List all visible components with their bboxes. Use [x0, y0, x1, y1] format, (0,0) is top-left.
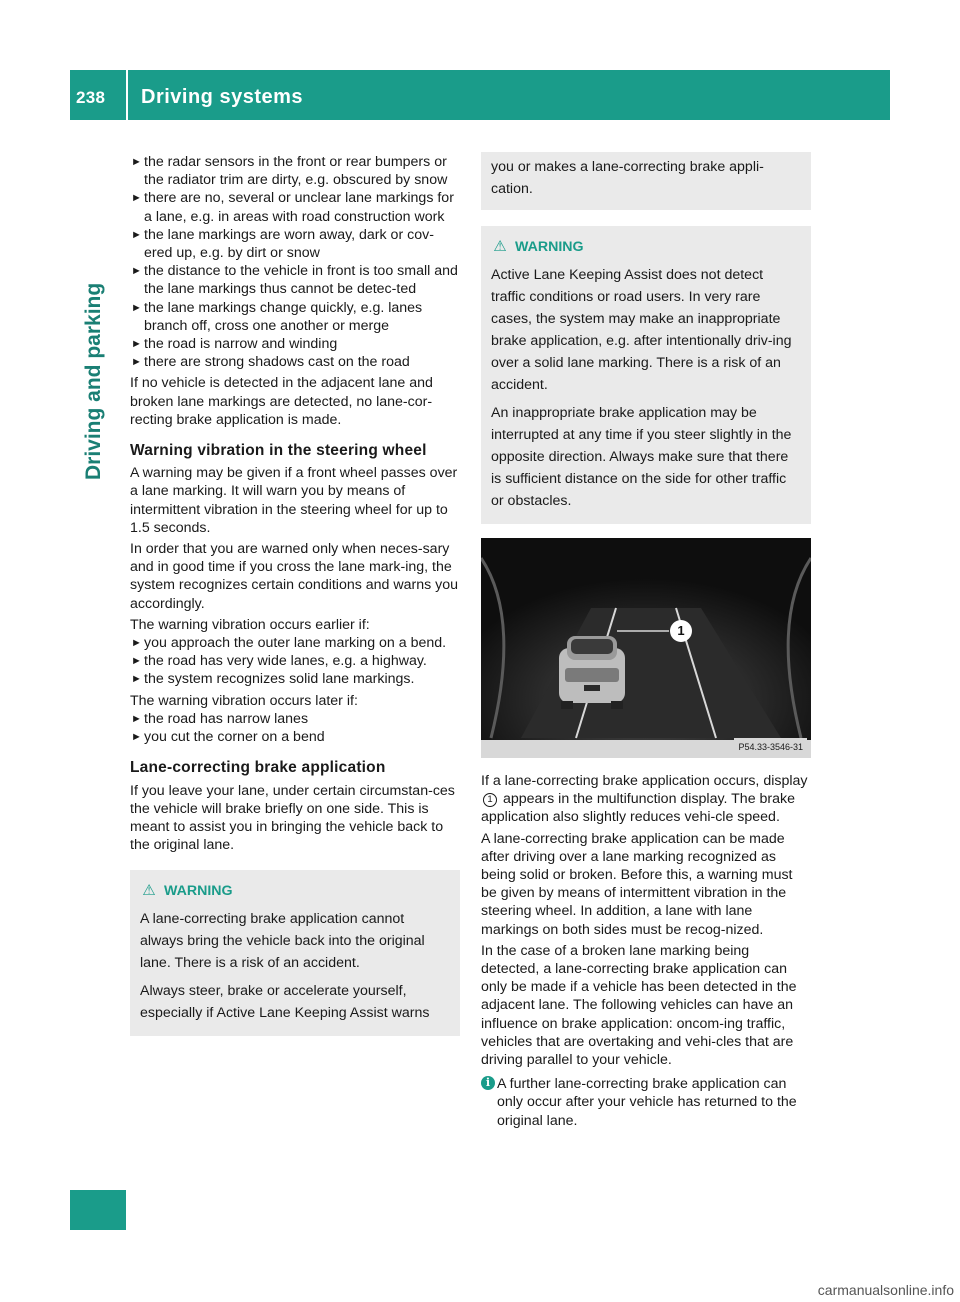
list-item: ► the lane markings are worn away, dark or cov-ered up, e.g. by dirt or snow [131, 226, 434, 262]
warning-box-right [481, 226, 811, 524]
list-item: ► you approach the outer lane marking on a bend. [131, 635, 447, 652]
callout-ref-icon: 1 [483, 793, 497, 807]
bullet-icon: ► [131, 356, 142, 369]
list-item: ► the radar sensors in the front or rear bumpers or the radiator trim are dirty, e.g. obscured by snow [131, 154, 448, 189]
info-icon: i [481, 1076, 495, 1090]
bullet-icon: ► [131, 228, 142, 241]
bullet-list-later [130, 710, 460, 746]
header-divider [126, 70, 128, 120]
list-item: ► there are no, several or unclear lane markings for a lane, e.g. in areas with road construction work [131, 190, 454, 225]
bullet-icon: ► [131, 156, 142, 168]
paragraph-broken-marking: In the case of a broken lane marking being detected, a lane-correcting brake application can only be made if a vehicle has been detected in the adjacent lane. The following vehicles can have an influence on brake application: oncom-ing traffic, vehicles that are overtaking and vehi-cles that are driving parallel to your vehicle. [481, 942, 797, 1069]
bullet-icon: ► [131, 192, 142, 205]
warning-box-left [130, 870, 460, 1036]
warning-text-1: A lane-correcting brake application cannot always bring the vehicle back into the original lane. There is a risk of an accident. [140, 911, 425, 972]
heading-warning-vibration: Warning vibration in the steering wheel [130, 442, 427, 460]
paragraph-occurs: If a lane-correcting brake application occurs, display 1 appears in the multifunction display. The brake application also slightly reduces vehi-cle speed. [481, 773, 808, 826]
warning-text-2: Always steer, brake or accelerate yourself, especially if Active Lane Keeping Assist warns [140, 983, 430, 1022]
bullet-icon: ► [131, 265, 142, 278]
list-item: ► the road is narrow and winding [131, 336, 338, 353]
warning-triangle-icon: ⚠ [142, 882, 156, 900]
heading-lane-correcting: Lane-correcting brake application [130, 759, 386, 777]
list-item: ► you cut the corner on a bend [131, 729, 325, 746]
bullet-icon: ► [131, 637, 142, 650]
bullet-list-conditions [130, 153, 460, 371]
list-item: ► the road has very wide lanes, e.g. a highway. [131, 653, 427, 670]
list-item: ► the road has narrow lanes [131, 710, 309, 727]
instrument-cluster-figure [481, 538, 811, 758]
bullet-list-earlier [130, 634, 460, 689]
later-intro: The warning vibration occurs later if: [130, 692, 358, 709]
figure-callout-label: 1 [677, 623, 685, 638]
bullet-icon: ► [131, 673, 142, 686]
info-note: i A further lane-correcting brake application can only occur after your vehicle has returned to the original lane. [481, 1075, 811, 1130]
list-item: ► the lane markings change quickly, e.g. lanes branch off, cross one another or merge [131, 299, 423, 334]
paragraph-vibration-2: In order that you are warned only when neces-sary and in good time if you cross the lane mark-ing, the system recognizes certain conditions and warns you accordingly. [130, 541, 459, 612]
warning-box-continued [481, 152, 811, 210]
warning-title: ⚠ WARNING [491, 236, 801, 258]
right-column [481, 152, 811, 1130]
cluster-display-illustration [481, 538, 811, 740]
bullet-icon: ► [131, 655, 142, 668]
bullet-icon: ► [131, 712, 142, 725]
warning-text-2: An inappropriate brake application may be interrupted at any time if you steer slightly in the opposite direction. Always make sure that there is sufficient distance on the side for other traffic or obstacles. [491, 405, 792, 509]
warning-continued-text: you or makes a lane-correcting brake appli-cation. [491, 159, 764, 197]
car-rear-icon [559, 636, 625, 709]
warning-triangle-icon: ⚠ [493, 238, 507, 255]
list-item: ► there are strong shadows cast on the road [131, 354, 410, 371]
bullet-icon: ► [131, 338, 142, 351]
side-tab-marker [70, 1190, 126, 1230]
paragraph-vibration-1: A warning may be given if a front wheel passes over a lane marking. It will warn you by means of intermittent vibration in the steering wheel for up to 1.5 seconds. [130, 465, 458, 536]
watermark: carmanualsonline.info [817, 1282, 954, 1298]
paragraph-made-after: A lane-correcting brake application can be made after driving over a lane marking recognized as being solid or broken. Before this, a warning must be given by means of intermittent vibration in the steering wheel. In addition, a lane with lane markings on both sides must be recog-nized. [481, 830, 793, 938]
bullet-icon: ► [131, 301, 142, 314]
left-column [130, 153, 460, 1036]
bullet-icon: ► [131, 731, 142, 744]
side-chapter-label: Driving and parking [82, 282, 105, 480]
earlier-intro: The warning vibration occurs earlier if: [130, 616, 370, 633]
warning-text-1: Active Lane Keeping Assist does not detect traffic conditions or road users. In very rare cases, the system may make an inappropriate brake application, e.g. after intentionally driv-ing over a solid lane marking. There is a risk of an accident. [491, 267, 792, 393]
list-item: ► the distance to the vehicle in front is too small and the lane markings thus cannot be detec-ted [131, 263, 458, 298]
page-number: 238 [76, 88, 106, 107]
figure-code: P54.33-3546-31 [734, 738, 807, 756]
list-item: ► the system recognizes solid lane markings. [131, 671, 415, 688]
paragraph-lane-correcting: If you leave your lane, under certain circumstan-ces the vehicle will brake briefly on one side. This is meant to assist you in bringing the vehicle back to the original lane. [130, 782, 455, 854]
paragraph-no-vehicle: If no vehicle is detected in the adjacent lane and broken lane markings are detected, no lane-cor-recting brake application is made. [130, 375, 433, 428]
section-title: Driving systems [141, 86, 304, 108]
warning-title: ⚠ WARNING [140, 880, 450, 902]
